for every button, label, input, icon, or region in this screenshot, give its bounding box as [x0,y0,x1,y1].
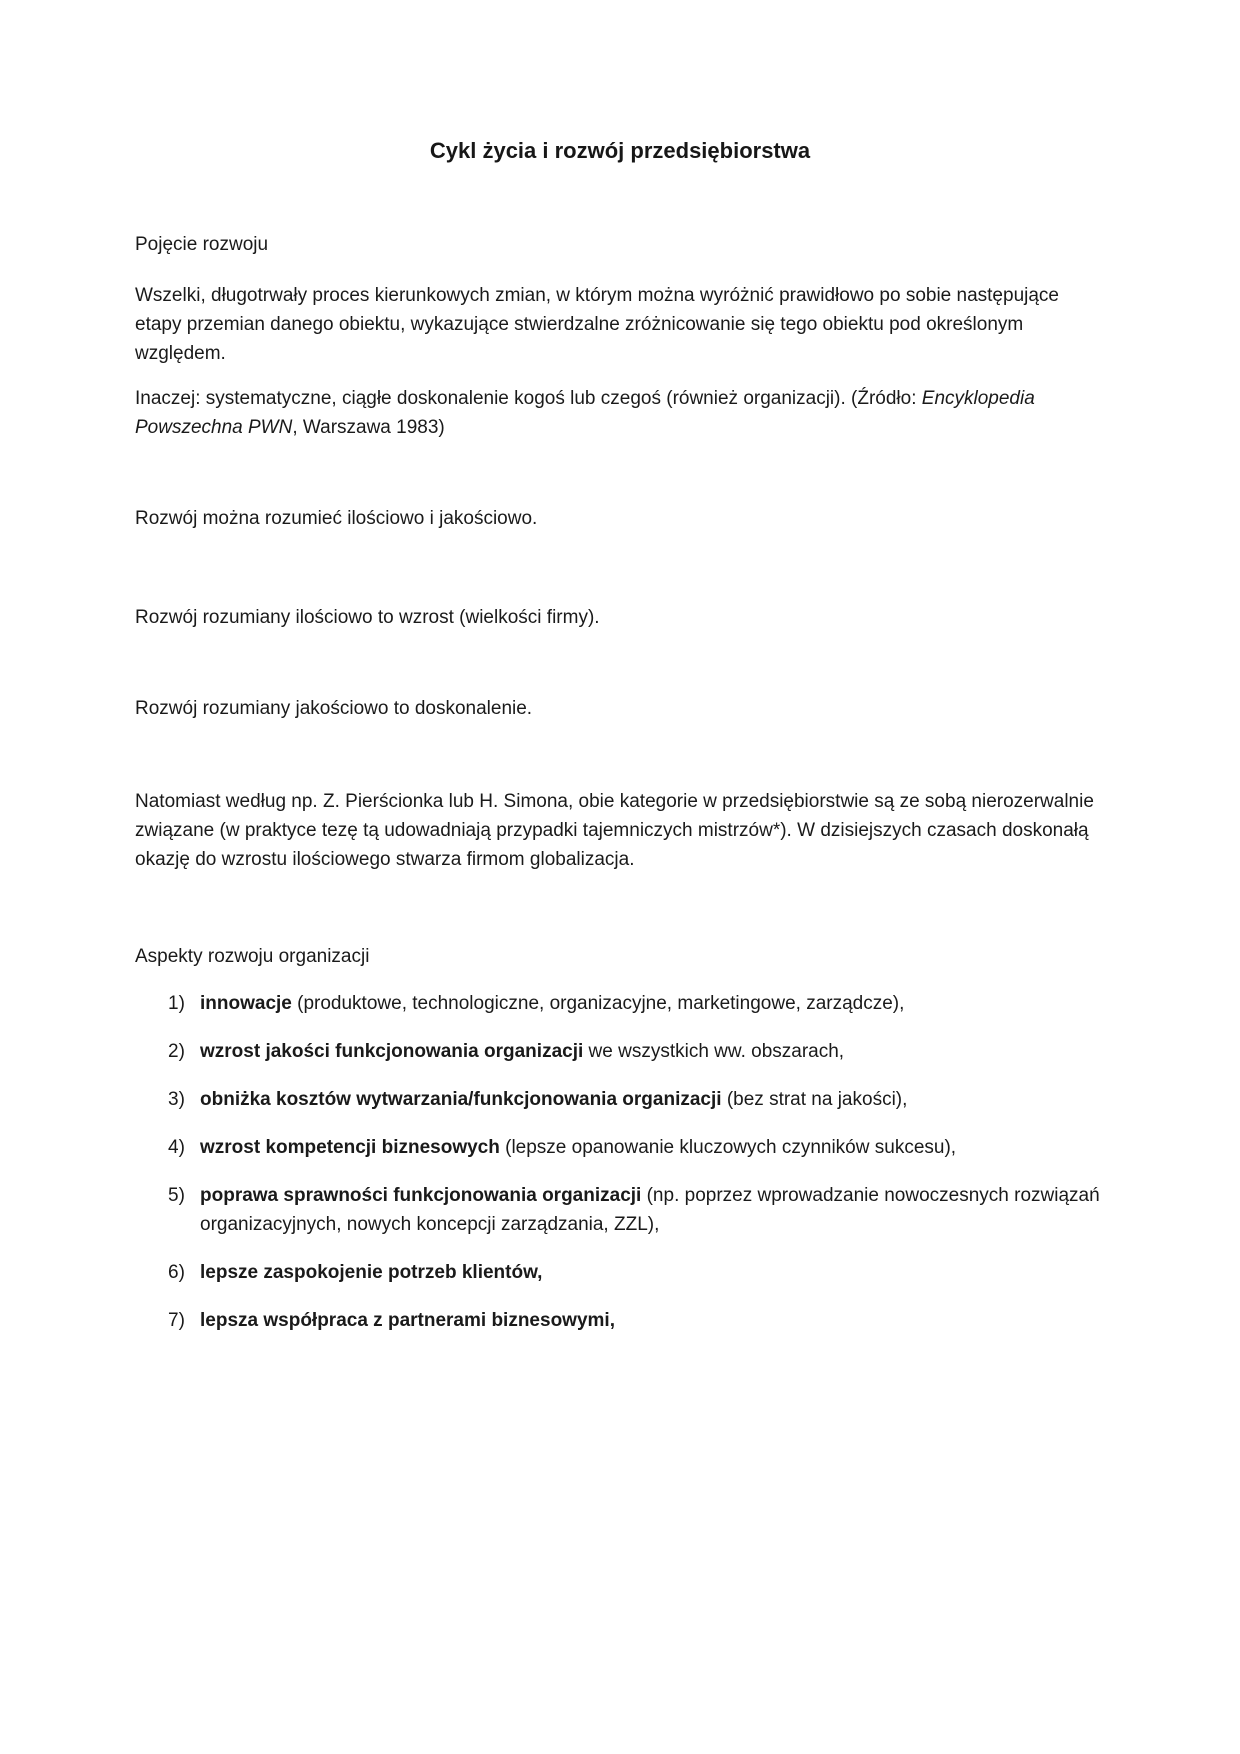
numbered-list [135,989,1105,1335]
list-item-number: 4) [168,1137,185,1158]
list-item-number: 1) [168,993,185,1014]
list-item [135,1133,1105,1162]
list-item-text [200,1181,1105,1239]
document-body [135,230,1105,1335]
source-year-text: , Warszawa 1983) [292,417,445,438]
paragraph-inaczej-zrodlo [135,384,1105,442]
list-item-bold-text: wzrost jakości funkcjonowania organizacji [200,1041,584,1062]
list-item-number: 3) [168,1089,185,1110]
paragraph-definicja-rozwoju: Wszelki, długotrwały proces kierunkowych zmian, w którym można wyróżnić prawidłowo po sobie następujące etapy przemian danego obiektu, wykazujące stwierdzalne zróżnicowanie się tego obiektu pod określonym względem. [135,285,1059,364]
list-item-bold-text: wzrost kompetencji biznesowych [200,1137,500,1158]
paragraph-rozwoj-ilosciowy: Rozwój rozumiany ilościowo to wzrost (wielkości firmy). [135,607,600,628]
list-item [135,1085,1105,1114]
list-item [135,1306,1105,1335]
list-item-bold-text: innowacje [200,993,292,1014]
list-item-bold-text: obniżka kosztów wytwarzania/funkcjonowania organizacji [200,1089,722,1110]
list-item-rest-text: we wszystkich ww. obszarach, [583,1041,845,1062]
list-item-text [200,1037,1105,1066]
paragraph-inaczej-text: Inaczej: systematyczne, ciągłe doskonalenie kogoś lub czegoś (również organizacji). (Źródło: [135,388,922,409]
paragraph-pojecie-rozwoju: Pojęcie rozwoju [135,234,269,255]
list-item-number: 7) [168,1310,185,1331]
list-item [135,989,1105,1018]
list-item-rest-text: (produktowe, technologiczne, organizacyjne, marketingowe, zarządcze), [291,993,905,1014]
page-title: Cykl życia i rozwój przedsiębiorstwa [429,138,811,163]
list-item-rest-text: (bez strat na jakości), [721,1089,908,1110]
list-item-rest-text: (np. poprzez wprowadzanie nowoczesnych rozwiązań organizacyjnych, nowych koncepcji zarządzania, ZZL), [200,1185,1100,1235]
list-item-bold-text: poprawa sprawności funkcjonowania organizacji [200,1185,642,1206]
list-item-text [200,989,1105,1018]
list-item [135,1258,1105,1287]
list-item-number: 6) [168,1262,185,1283]
list-item-bold-text: lepsza współpraca z partnerami biznesowymi, [200,1310,615,1331]
paragraph-aspekty-rozwoju: Aspekty rozwoju organizacji [135,946,370,967]
list-item-number: 5) [168,1185,185,1206]
list-item-rest-text: (lepsze opanowanie kluczowych czynników sukcesu), [499,1137,957,1158]
paragraph-rozwoj-jakosciowy: Rozwój rozumiany jakościowo to doskonalenie. [135,698,533,719]
paragraph-rozwoj-ilosciowo-jakosciowo: Rozwój można rozumieć ilościowo i jakościowo. [135,508,538,529]
source-title-italic: Encyklopedia Powszechna PWN [135,388,1035,438]
list-item [135,1181,1105,1239]
list-item-text [200,1258,1105,1287]
list-item-text [200,1306,1105,1335]
paragraph-natomiast-pierscionek-simon: Natomiast według np. Z. Pierścionka lub H. Simona, obie kategorie w przedsiębiorstwie są ze sobą nierozerwalnie związane (w praktyce tezę tą udowadniają przypadki tajemniczych mistrzów*). W dzisiejszych czasach doskonałą okazję do wzrostu ilościowego stwarza firmom globalizacja. [135,791,1094,870]
list-item [135,1037,1105,1066]
list-item-bold-text: lepsze zaspokojenie potrzeb klientów, [200,1262,543,1283]
list-item-text [200,1133,1105,1162]
list-item-text [200,1085,1105,1114]
list-item-number: 2) [168,1041,185,1062]
